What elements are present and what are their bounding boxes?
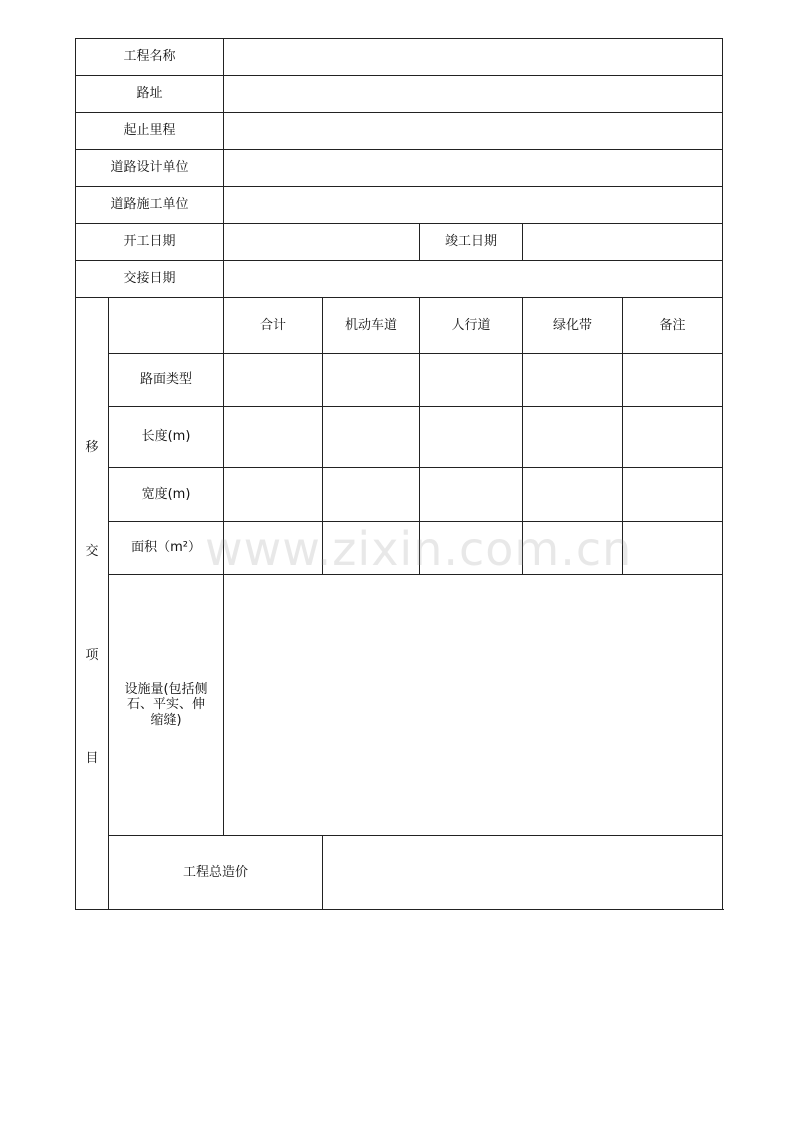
corner-cell <box>109 298 224 354</box>
column-header-remarks: 备注 <box>623 298 723 354</box>
row-width <box>76 468 723 522</box>
handover-date-field[interactable] <box>224 261 723 298</box>
row-pavement-type <box>76 354 723 407</box>
row-dates <box>76 224 723 261</box>
row-length <box>76 407 723 468</box>
row-handover-date <box>76 261 723 298</box>
project-name-label: 工程名称 <box>76 39 224 76</box>
mileage-label: 起止里程 <box>76 113 224 150</box>
cell[interactable] <box>523 354 623 407</box>
column-header-green-belt: 绿化带 <box>523 298 623 354</box>
cell[interactable] <box>523 468 623 522</box>
row-project-name <box>76 39 723 76</box>
section-label-handover-items <box>76 298 109 910</box>
row-label-length: 长度(m) <box>109 407 224 468</box>
cell[interactable] <box>323 354 420 407</box>
row-column-headers <box>76 298 723 354</box>
cell[interactable] <box>523 522 623 575</box>
total-cost-label: 工程总造价 <box>109 836 323 910</box>
construction-unit-label: 道路施工单位 <box>76 187 224 224</box>
facility-quantity-label: 设施量(包括侧 石、平实、伸 缩缝) <box>109 575 224 836</box>
project-name-field[interactable] <box>224 39 723 76</box>
cell[interactable] <box>420 354 523 407</box>
cell[interactable] <box>224 354 323 407</box>
row-label-width: 宽度(m) <box>109 468 224 522</box>
section-char: 项 <box>85 647 99 663</box>
address-field[interactable] <box>224 76 723 113</box>
cell[interactable] <box>623 522 723 575</box>
row-address <box>76 76 723 113</box>
row-mileage <box>76 113 723 150</box>
start-date-label: 开工日期 <box>76 224 224 261</box>
row-design-unit <box>76 150 723 187</box>
section-char: 交 <box>85 543 99 559</box>
completion-date-label: 竣工日期 <box>420 224 523 261</box>
cell[interactable] <box>224 468 323 522</box>
cell[interactable] <box>224 522 323 575</box>
cell[interactable] <box>623 468 723 522</box>
cell[interactable] <box>523 407 623 468</box>
row-total-cost <box>76 836 723 910</box>
row-facility-quantity <box>76 575 723 836</box>
column-header-motor-lane: 机动车道 <box>323 298 420 354</box>
cell[interactable] <box>420 407 523 468</box>
cell[interactable] <box>420 468 523 522</box>
address-label: 路址 <box>76 76 224 113</box>
mileage-field[interactable] <box>224 113 723 150</box>
watermark: www.zixin.com.cn <box>205 522 633 576</box>
completion-date-field[interactable] <box>523 224 723 261</box>
row-label-area: 面积（m²） <box>109 522 224 575</box>
construction-unit-field[interactable] <box>224 187 723 224</box>
row-area <box>76 522 723 575</box>
section-char: 目 <box>85 751 99 767</box>
total-cost-field[interactable] <box>323 836 723 910</box>
column-header-sidewalk: 人行道 <box>420 298 523 354</box>
design-unit-field[interactable] <box>224 150 723 187</box>
handover-date-label: 交接日期 <box>76 261 224 298</box>
cell[interactable] <box>420 522 523 575</box>
cell[interactable] <box>323 522 420 575</box>
section-char: 移 <box>85 440 99 456</box>
facility-quantity-field[interactable] <box>224 575 723 836</box>
cell[interactable] <box>323 468 420 522</box>
cell[interactable] <box>224 407 323 468</box>
cell[interactable] <box>323 407 420 468</box>
column-header-total: 合计 <box>224 298 323 354</box>
row-label-pavement-type: 路面类型 <box>109 354 224 407</box>
handover-form-table <box>75 38 723 910</box>
start-date-field[interactable] <box>224 224 420 261</box>
row-construction-unit <box>76 187 723 224</box>
design-unit-label: 道路设计单位 <box>76 150 224 187</box>
cell[interactable] <box>623 354 723 407</box>
cell[interactable] <box>623 407 723 468</box>
